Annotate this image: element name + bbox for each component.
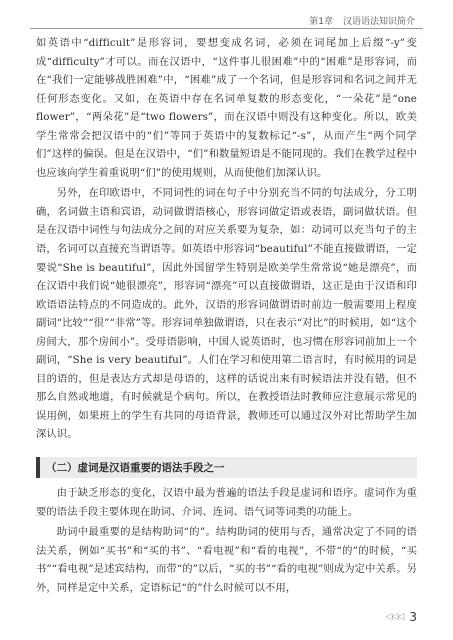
chapter-label: 第1章 xyxy=(309,17,333,27)
running-header xyxy=(309,14,415,27)
page-body xyxy=(36,34,417,599)
header-rule xyxy=(30,28,423,29)
paragraph: 助词中最重要的是结构助词“的”。结构助词的使用与否，通常决定了不同的语法关系，例如“买书”和“买的书”、“看电视”和“看的电视”，不带“的”的时候，“买书”“看电视”是述宾结构，而带“的”以后，“买的书”“看的电视”则成为定中关系。另外，同样是定中关系，定语标记“的”什么时候可以不用， xyxy=(36,526,417,594)
footer-arrows-icon: ◁◁◁ xyxy=(385,612,404,622)
paragraph: 如英语中“difficult”是形容词，要想变成名词，必须在词尾加上后缀“-y”变成“difficulty”才可以。而在汉语中，“这件事儿很困难”中的“困难”是形容词，而在“我们一定能够战胜困难”中，“困难”成了一个名词，但是形容词和名词之间并无任何形态变化。又如，在英语中存在名词单复数的形态变化，“一朵花”是“one flower”，“两朵花”是“two flowers”，而在汉语中则没有这种变化。所以，欧美学生常常会把汉语中的“们”等同于英语中的复数标记“-s”，从而产生“两个同学们”这样的偏误。但是在汉语中，“们”和数量短语是不能同现的。我们在教学过程中也应该向学生着重说明“们”的使用规则，从而使他们加深认识。 xyxy=(36,37,417,179)
paragraph: 另外，在印欧语中，不同词性的词在句子中分别充当不同的句法成分，分工明确，名词做主语和宾语，动词做谓语核心，形容词做定语或表语，副词做状语。但是在汉语中词性与句法成分之间的对应关系要为复杂，如：动词可以充当句子的主语，名词可以直接充当谓语等。如英语中形容词“beautiful”不能直接做谓语，一定要说“She is beautiful”，因此外国留学生特别是欧美学生常常说“她是漂亮”，而在汉语中我们说“她很漂亮”，形容词“漂亮”可以直接做谓语，这正是由于汉语和印欧语语法特点的不同造成的。此外，汉语的形容词做谓语时前边一般需要用上程度副词“比较”“很”“非常”等。形容词单独做谓语，只在表示“对比”的时候用，如“这个房间大，那个房间小”。受母语影响，中国人说英语时，也习惯在形容词前加上一个副词，“She is very beautiful”。人们在学习和使用第二语言时，有时候用的词是目的语的，但是表达方式却是母语的，这样的话说出来有时候语法并没有错，但不那么自然或地道，有时候就是个病句。所以，在教授语法时教师应注意展示常见的误用例，如果班上的学生有共同的母语背景，教师还可以通过汉外对比帮助学生加深认识。 xyxy=(36,187,417,441)
page-number: 3 xyxy=(409,610,417,624)
page-footer xyxy=(386,610,417,624)
paragraph: 由于缺乏形态的变化，汉语中最为普遍的语法手段是虚词和语序。虚词作为重要的语法手段主要体现在助词、介词、连词、语气词等词类的功能上。 xyxy=(36,487,417,518)
chapter-title: 汉语语法知识简介 xyxy=(342,17,415,27)
section-heading: （二）虚词是汉语重要的语法手段之一 xyxy=(36,457,417,478)
